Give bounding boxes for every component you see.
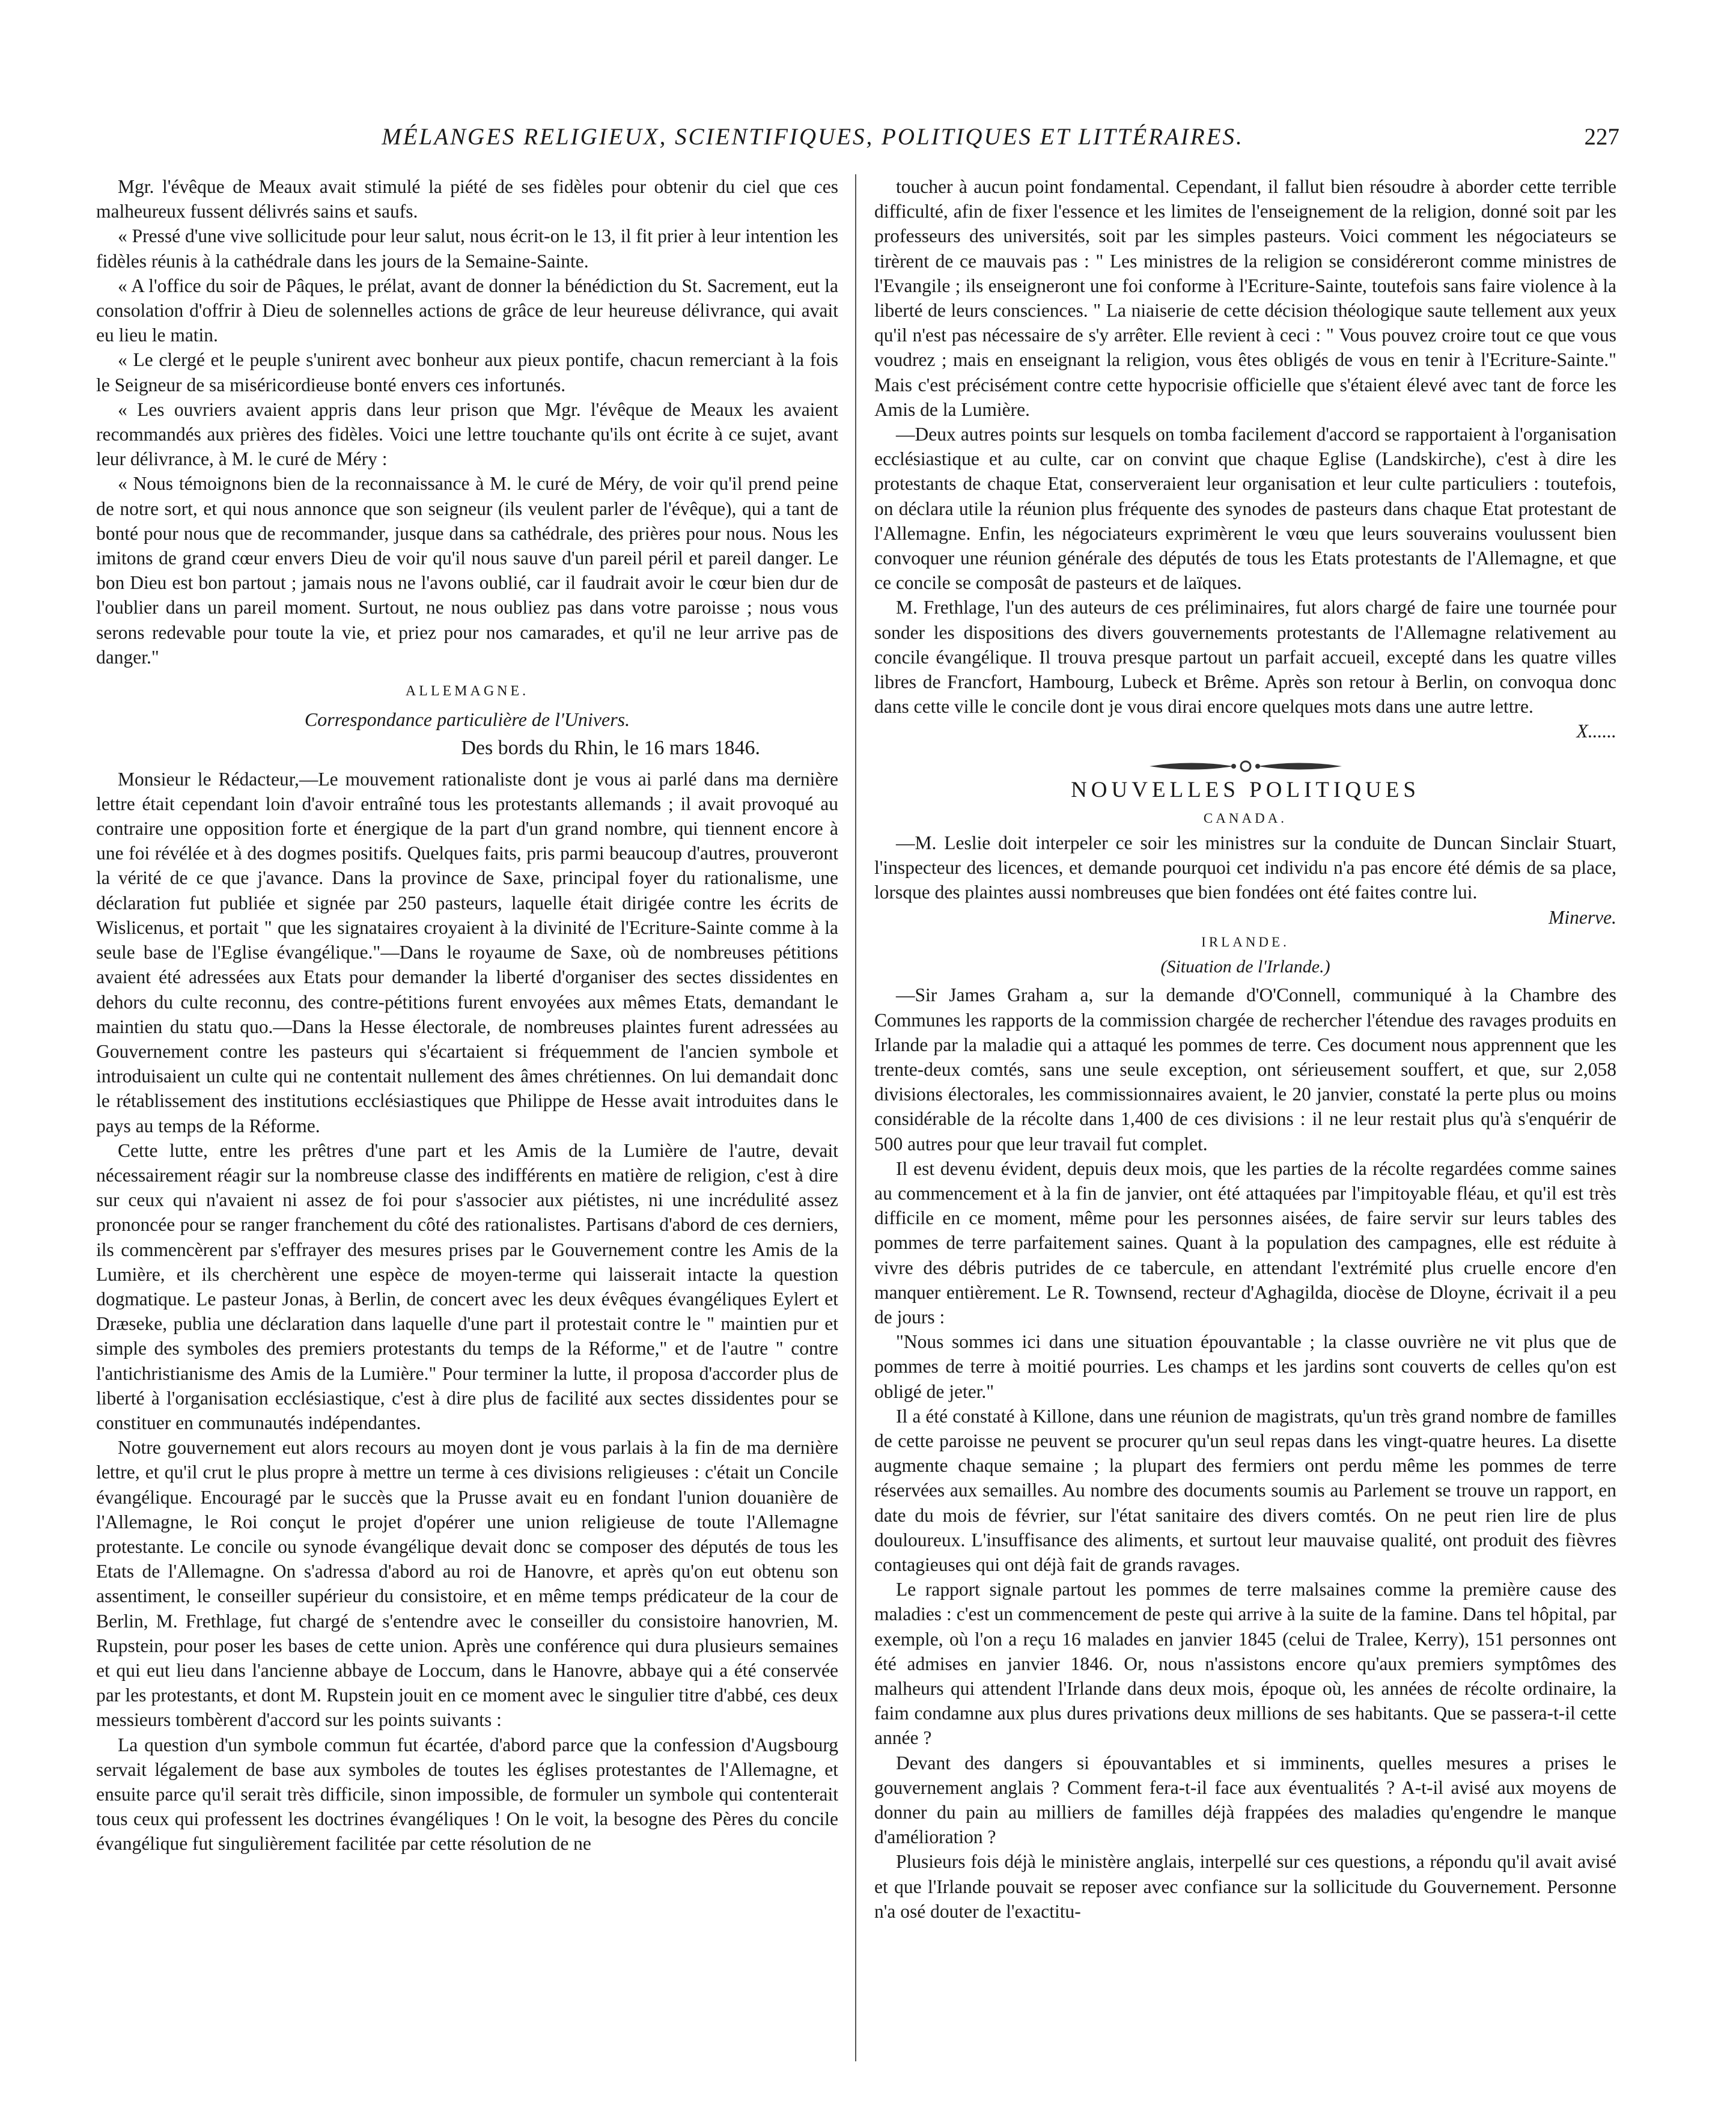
paragraph: « Pressé d'une vive sollicitude pour leur salut, nous écrit-on le 13, il fit prier à leur intention les fidèles réunis à la cathédrale dans les jours de la Semaine-Sainte. [96,225,838,272]
dateline: Des bords du Rhin, le 16 mars 1846. [461,737,760,760]
paragraph: Devant des dangers si épouvantables et si imminents, quelles mesures a prises le gouvernement anglais ? Comment fera-t-il face aux éventualités ? A-t-il avisé aux moyens de donner du pain au milliers de familles déjà frappées des maladies qu'engendre le manque d'amélioration ? [874,1752,1616,1848]
source-attribution: Minerve. [1549,906,1616,928]
page-number: 227 [1584,124,1619,150]
news-heading: NOUVELLES POLITIQUES [1071,777,1420,802]
paragraph: Il a été constaté à Killone, dans une réunion de magistrats, qu'un très grand nombre de familles de cette paroisse ne peuvent se procurer qu'un seul repas dans les vingt-quatre heures. La disette augmente chaque semaine ; la plupart des fermiers ont perdu même les pommes de terre réservées aux semailles. Au nombre des documents soumis au Parlement se trouve un rapport, en date du mois de février, sur l'état sanitaire des divers comtés. On ne peut rien lire de plus douloureux. L'insuffisance des aliments, et surtout leur mauvaise qualité, ont produit des fièvres contagieuses qui ont déjà fait de grands ravages. [874,1405,1616,1575]
paragraph: —Sir James Graham a, sur la demande d'O'Connell, communiqué à la Chambre des Communes les rapports de la commission chargée de rechercher l'étendue des ravages produits en Irlande par la maladie qui a attaqué les pommes de terre. Ces document nous apprennent que les trente-deux comtés, sans une seule exception, ont sérieusement souffert, et que, sur 2,058 divisions électorales, les commissionnaires avaient, le 20 janvier, constaté la perte plus ou moins considérable de la récolte dans 1,400 de ces divisions : il ne leur restait plus qu'à s'enquérir de 500 autres pour que leur travail fut complet. [874,984,1616,1154]
canada-heading: CANADA. [1203,810,1288,826]
paragraph: La question d'un symbole commun fut écartée, d'abord parce que la confession d'Augsbourg servait légalement de base aux symboles de toutes les églises protestantes de l'Allemagne, et ensuite parce qu'il serait très difficile, sinon impossible, de formuler un symbole qui contenterait tous ceux qui professent les doctrines évangéliques ! On le voit, la besogne des Pères du concile évangélique fut singulièrement facilitée par cette résolution de ne [96,1734,838,1855]
paragraph: M. Frethlage, l'un des auteurs de ces préliminaires, fut alors chargé de faire une tournée pour sonder les dispositions des divers gouvernements protestants de l'Allemagne relativement au concile évangélique. Il trouva presque partout un parfait accueil, excepté dans les quatre villes libres de Francfort, Hambourg, Lubeck et Brême. Après son retour à Berlin, on convoqua donc dans cette ville le concile dont je vous dirai encore quelques mots dans une autre lettre. [874,597,1616,718]
paragraph: Cette lutte, entre les prêtres d'une part et les Amis de la Lumière de l'autre, devait nécessairement réagir sur la nombreuse classe des indifférents en matière de religion, c'est à dire sur ceux qui n'avaient ni assez de foi pour s'associer aux piétistes, ni une incrédulité assez prononcée pour se ranger franchement du côté des rationalistes. Partisans d'abord de ces derniers, ils commencèrent par s'effrayer des mesures prises par le Gouvernement contre les Amis de la Lumière, et ils cherchèrent une espèce de moyen-terme qui laisserait intacte la question dogmatique. Le pasteur Jonas, à Berlin, de concert avec les deux évêques évangéliques Eylert et Dræseke, publia une déclaration dans laquelle d'une part il protestait contre le " maintien pur et simple des symboles des premiers protestants du temps de la Réforme," et de l'autre " contre l'antichristianisme des Amis de la Lumière." Pour terminer la lutte, il proposa d'accorder plus de liberté à l'organisation ecclésiastique, c'est à dire plus de facilité aux sectes dissidentes pour se constituer en communautés indépendantes. [96,1139,838,1433]
correspondence-heading: Correspondance particulière de l'Univers. [304,709,630,731]
paragraph: —Deux autres points sur lesquels on tomba facilement d'accord se rapportaient à l'organisation ecclésiastique et au culte, car on convint que chaque Eglise (Landskirche), c'est à dire les protestants de chaque Etat, conserveraient leur organisation et leur culte particuliers : toutefois, on déclara utile la réunion plus fréquente des synodes de pasteurs dans chaque Etat protestant de l'Allemagne. Enfin, les négociateurs exprimèrent le vœu que leurs souverains voulussent bien convoquer une réunion générale des députés de tous les Etats protestants de l'Allemagne, et que ce concile se composât de pasteurs et de laïques. [874,424,1616,594]
paragraph: « Le clergé et le peuple s'unirent avec bonheur aux pieux pontife, chacun remerciant à la fois le Seigneur de sa miséricordieuse bonté envers ces infortunés. [96,349,838,395]
paragraph: « Nous témoignons bien de la reconnaissance à M. le curé de Méry, de voir qu'il prend peine de notre sort, et qui nous annonce que son seigneur (ils veulent parler de l'évêque), qui a tant de bonté pour nous que de recommander, jusque dans sa cathédrale, des prières pour nous. Nous les imitons de grand cœur envers Dieu de voir qu'il nous sauve d'un pareil péril et pareil danger. Le bon Dieu est bon partout ; jamais nous ne l'avons oublié, car il faudrait avoir le cœur bien dur de l'oublier dans un pareil moment. Surtout, ne nous oubliez pas dans votre paroisse ; nous vous serons redevable pour toute la vie, et priez pour nos camarades, et qu'il ne leur arrive pas de danger." [96,473,838,668]
ireland-heading: IRLANDE. [1201,934,1290,950]
paragraph: toucher à aucun point fondamental. Cependant, il fallut bien résoudre à aborder cette terrible difficulté, afin de fixer l'essence et les limites de l'enseignement de la religion, donné soit par les professeurs des universités, soit par les simples pasteurs. Voici comment les négociateurs se tirèrent de ce mauvais pas : " Les ministres de la religion se considéreront comme ministres de l'Evangile ; ils enseigneront une foi conforme à l'Ecriture-Sainte, toutefois sans faire violence à la liberté de leurs consciences. " La niaiserie de cette décision théologique saute tellement aux yeux qu'il n'est pas nécessaire de s'y arrêter. Elle revient à ceci : " Vous pouvez croire tout ce que vous voudrez ; mais en enseignant la religion, vous êtes obligés de vous en tenir à l'Ecriture-Sainte." Mais c'est précisément contre cette hypocrisie officielle que s'étaient élevé avec tant de force les Amis de la Lumière. [874,176,1616,420]
running-head [84,123,1619,159]
column-divider [855,174,856,2061]
section-heading-allemagne: ALLEMAGNE. [405,683,529,700]
paragraph: Monsieur le Rédacteur,—Le mouvement rationaliste dont je vous ai parlé dans ma dernière lettre était cependant loin d'avoir entraîné tous les protestants allemands ; il avait provoqué au contraire une opposition forte et énergique de la part d'un grand nombre, qui tiennent encore à une foi révélée et à des dogmes positifs. Quelques faits, pris parmi beaucoup d'autres, prouveront la vérité de ce que j'avance. Dans la province de Saxe, principal foyer du rationalisme, une déclaration fut publiée et signée par 250 pasteurs, laquelle était dirigée contre les écrits de Wislicenus, et portait " que les signataires croyaient à la divinité de l'Ecriture-Sainte comme à la seule base de l'Eglise évangélique."—Dans le royaume de Saxe, où de nombreuses pétitions avaient été adressées aux Etats pour demander la liberté d'organiser des sectes dissidentes en dehors du culte reconnu, des contre-pétitions furent envoyées aux mêmes Etats, demandant le maintien du statu quo.—Dans la Hesse électorale, de nombreuses plaintes furent adressées au Gouvernement contre les pasteurs qui s'écartaient si fréquemment de l'ancien symbole et introduisaient un culte qui ne contentait nullement des âmes chrétiennes. On lui demandait donc le rétablissement des institutions ecclésiastiques que Philippe de Hesse avait introduites dans le pays au temps de la Réforme. [96,768,838,1136]
letter-signature: X...... [1576,721,1616,742]
paragraph: Le rapport signale partout les pommes de terre malsaines comme la première cause des maladies : c'est un commencement de peste qui arrive à la suite de la famine. Dans tel hôpital, par exemple, où l'on a reçu 16 malades en janvier 1845 (celui de Tralee, Kerry), 151 personnes ont été admises en janvier 1846. Or, nous n'assistons encore qu'aux premiers symptômes des malheurs qui attendent l'Irlande dans deux mois, époque où, les années de récolte ordinaire, la faim condamne aux plus dures privations deux millions de ses habitants. Que se passera-t-il cette année ? [874,1579,1616,1749]
paragraph: "Nous sommes ici dans une situation épouvantable ; la classe ouvrière ne vit plus que de pommes de terre à moitié pourries. Les champs et les jardins sont couverts de celles qu'on est obligé de jeter." [874,1331,1616,1402]
paragraph: Notre gouvernement eut alors recours au moyen dont je vous parlais à la fin de ma dernière lettre, et qu'il crut le plus propre à mettre un terme à ces divisions religieuses : c'était un Concile évangélique. Encouragé par le succès que la Prusse avait eu en fondant l'union douanière de l'Allemagne, le Roi conçut le projet d'opérer une union religieuse de toute l'Allemagne protestante. Le concile ou synode évangélique devait donc se composer des députés de tous les Etats de l'Allemagne. On s'adressa d'abord au roi de Hanovre, et après qu'on eut obtenu son assentiment, le conseiller supérieur du consistoire, et en même temps prédicateur de la cour de Berlin, M. Frethlage, fut chargé de s'entendre avec le conseiller du consistoire hanovrien, M. Rupstein, pour poser les bases de cette union. Après une conférence qui dura plusieurs semaines et qui eut lieu dans l'ancienne abbaye de Loccum, dans le Hanovre, abbaye qui a été conservée par les protestants, et dont M. Rupstein jouit en ce moment avec le singulier titre d'abbé, ces deux messieurs tombèrent d'accord sur les points suivants : [96,1437,838,1731]
paragraph: Mgr. l'évêque de Meaux avait stimulé la piété de ses fidèles pour obtenir du ciel que ces malheureux fussent délivrés sains et saufs. [96,176,838,222]
right-column [874,174,1616,2073]
ornament-divider-icon [1144,758,1348,774]
paragraph: « A l'office du soir de Pâques, le prélat, avant de donner la bénédiction du St. Sacrement, eut la consolation d'offrir à Dieu de solennelles actions de grâce de leur heureuse délivrance, qui avait eu lieu le matin. [96,275,838,346]
paragraph: Plusieurs fois déjà le ministère anglais, interpellé sur ces questions, a répondu qu'il avait avisé et que l'Irlande pouvait se reposer avec confiance sur la sollicitude du Gouvernement. Personne n'a osé douter de l'exactitu- [874,1851,1616,1922]
paragraph: « Les ouvriers avaient appris dans leur prison que Mgr. l'évêque de Meaux les avaient recommandés aux prières des fidèles. Voici une lettre touchante qu'ils ont écrite à ce sujet, avant leur délivrance, à M. le curé de Méry : [96,398,838,470]
paragraph: Il est devenu évident, depuis deux mois, que les parties de la récolte regardées comme saines au commencement et à la fin de janvier, ont été attaquées par l'impitoyable fléau, et qu'il est très difficile en ce moment, même pour les personnes aisées, de faire servir sur leurs tables des pommes de terre parfaitement saines. Quant à la population des campagnes, elle est réduite à vivre des débris putrides de ce tabercule, en attendant l'extrémité plus cruelle encore d'en manquer entièrement. Le R. Townsend, recteur d'Aghagilda, diocèse de Dloyne, écrivait il a peu de jours : [874,1157,1616,1328]
running-title: MÉLANGES RELIGIEUX, SCIENTIFIQUES, POLITIQUES ET LITTÉRAIRES. [382,124,1244,150]
paragraph: —M. Leslie doit interpeler ce soir les ministres sur la conduite de Duncan Sinclair Stuart, l'inspecteur des licences, et demande pourquoi cet individu n'a pas encore été démis de sa place, lorsque des plaintes aussi nombreuses que bien fondées ont été faites contre lui. [874,832,1616,903]
left-column [96,174,838,2073]
newspaper-page [84,123,1619,2082]
ireland-subheading: (Situation de l'Irlande.) [1160,957,1330,977]
